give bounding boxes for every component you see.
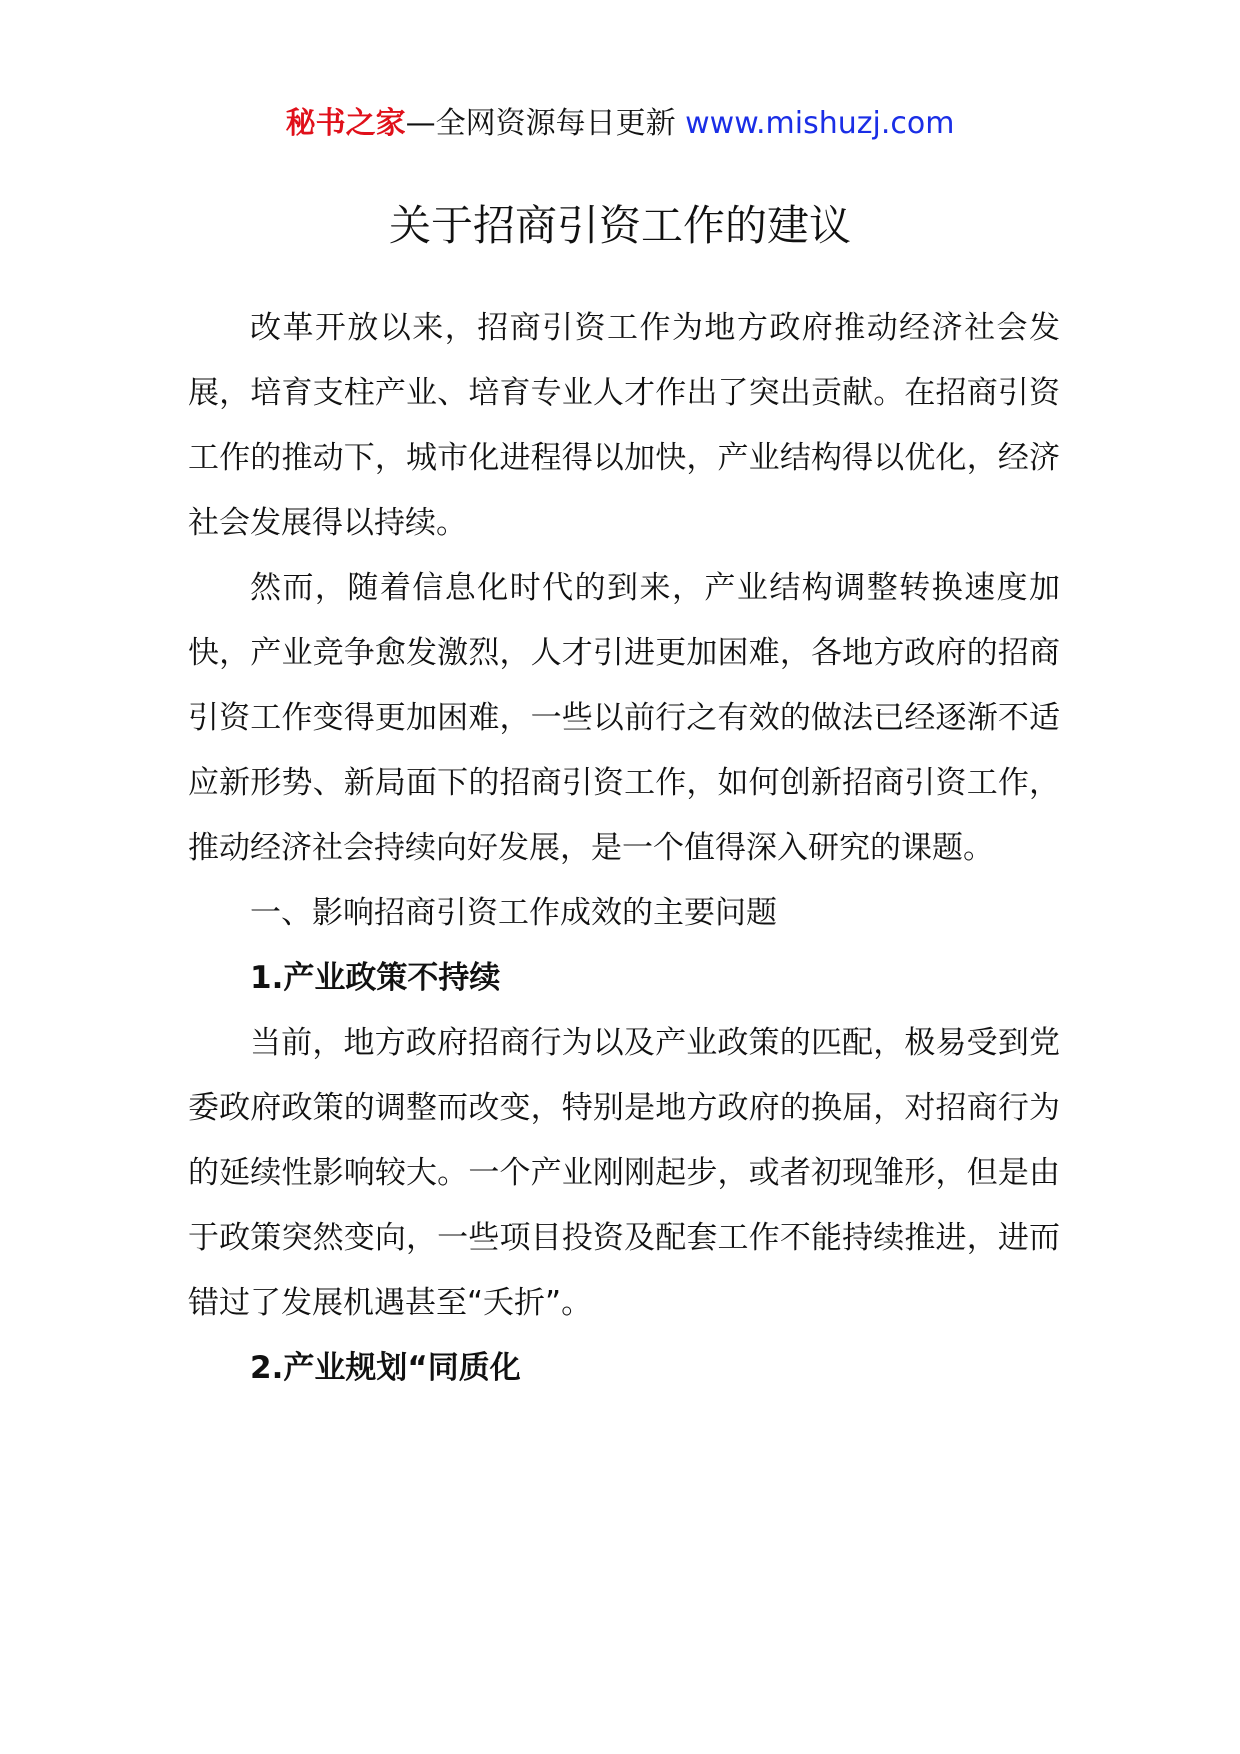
subheading-2: 2.产业规划“同质化	[250, 1350, 521, 1386]
brand-name: 秘书之家	[285, 106, 406, 141]
document-body	[188, 296, 1060, 1401]
site-header	[0, 100, 1240, 148]
paragraph-background: 然而，随着信息化时代的到来，产业结构调整转换速度加快，产业竞争愈发激烈，人才引进更加困难，各地方政府的招商引资工作变得更加困难，一些以前行之有效的做法已经逐渐不适应新形势、新局面下的招商引资工作，如何创新招商引资工作，推动经济社会持续向好发展，是一个值得深入研究的课题。	[188, 570, 1060, 866]
paragraph-policy: 当前，地方政府招商行为以及产业政策的匹配，极易受到党委政府政策的调整而改变，特别是地方政府的换届，对招商行为的延续性影响较大。一个产业刚刚起步，或者初现雏形，但是由于政策突然变向，一些项目投资及配套工作不能持续推进，进而错过了发展机遇甚至“夭折”。	[188, 1025, 1060, 1321]
subheading-1: 1.产业政策不持续	[250, 960, 501, 996]
document-title: 关于招商引资工作的建议	[388, 201, 851, 250]
paragraph-intro: 改革开放以来，招商引资工作为地方政府推动经济社会发展，培育支柱产业、培育专业人才作出了突出贡献。在招商引资工作的推动下，城市化进程得以加快，产业结构得以优化，经济社会发展得以持续。	[188, 310, 1060, 541]
site-slogan: —全网资源每日更新	[405, 106, 686, 141]
section-heading: 一、影响招商引资工作成效的主要问题	[250, 895, 777, 931]
site-url-link[interactable]: www.mishuzj.com	[685, 106, 955, 141]
